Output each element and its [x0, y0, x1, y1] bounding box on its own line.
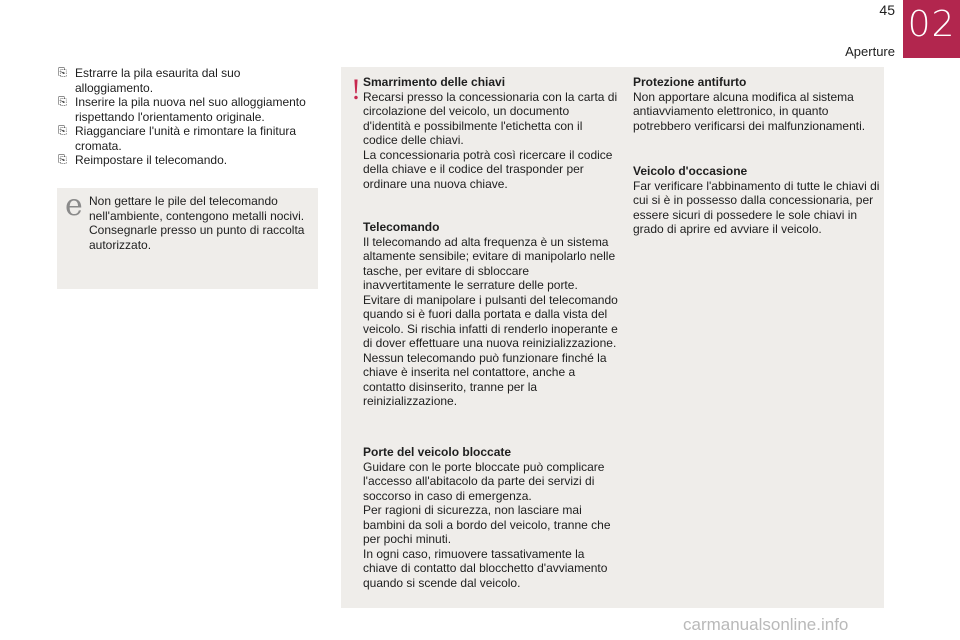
section-heading: Protezione antifurto: [633, 75, 747, 89]
section-body: Guidare con le porte bloccate può complicare l'accesso all'abitacolo da parte dei servizi di soccorso in caso di emergenza. Per ragioni di sicurezza, non lasciare mai bambini da soli a bordo del veicolo, tranne che per pochi minuti. In ogni caso, rimuovere tassativamente la chiave di contatto dal blocchetto d'avviamento quando si scende dal veicolo.: [363, 459, 611, 590]
bullet-icon: ⎘: [58, 95, 67, 108]
eco-note-box: [57, 188, 318, 289]
step-list: [58, 66, 320, 168]
bullet-icon: ⎘: [58, 66, 67, 79]
section-title: Aperture: [845, 44, 895, 59]
warning-section: [633, 75, 881, 133]
bullet-icon: ⎘: [58, 124, 67, 137]
section-heading: Telecomando: [363, 220, 440, 234]
chapter-number: 02: [907, 4, 956, 45]
page-number: 45: [879, 2, 895, 18]
watermark-link[interactable]: carmanualsonline.info: [683, 615, 849, 634]
exclamation-icon: !: [351, 73, 361, 106]
warning-box: [341, 67, 884, 608]
section-body: Recarsi presso la concessionaria con la carta di circolazione del veicolo, un documento d'identità e possibilmente l'etichetta con il codice delle chiavi. La concessionaria potrà così ricercare il codice della chiave e il codice del trasponder per ordinare una nuova chiave.: [363, 89, 618, 191]
list-item: ⎘ Estrarre la pila esaurita dal suo alloggiamento.: [58, 66, 241, 95]
section-body: Il telecomando ad alta frequenza è un sistema altamente sensibile; evitare di manipolarlo nelle tasche, per evitare di sbloccare inavvertitamente le serrature delle porte. Evitare di manipolare i pulsanti del telecomando quando si è fuori dalla portata e dalla vista del veicolo. Si rischia infatti di renderlo inoperante e di dover effettuare una nuova reinizializzazione. Nessun telecomando può funzionare finché la chiave è inserita nel contattore, anche a contatto disinserito, tranne per la reinizializzazione.: [363, 234, 618, 408]
section-heading: Veicolo d'occasione: [633, 164, 748, 178]
section-body: Non apportare alcuna modifica al sistema antiavviamento elettronico, in quanto potrebbero verificarsi dei malfunzionamenti.: [633, 89, 866, 133]
warning-section: [363, 220, 618, 409]
warning-section: [633, 164, 881, 237]
eco-note-text: Non gettare le pile del telecomando nell'ambiente, contengono metalli nocivi. Consegnarle presso un punto di raccolta autorizzato.: [89, 194, 305, 252]
section-body: Far verificare l'abbinamento di tutte le chiavi di cui si è in possesso dalla concessionaria, per essere sicuri di possedere le sole chiavi in grado di aprire ed avviare il veicolo.: [633, 178, 880, 236]
section-heading: Porte del veicolo bloccate: [363, 445, 512, 459]
chapter-tab: [903, 0, 960, 58]
eco-icon: e: [65, 188, 83, 223]
list-item: ⎘ Riagganciare l'unità e rimontare la finitura cromata.: [58, 124, 297, 153]
list-item: ⎘ Reimpostare il telecomando.: [58, 153, 228, 167]
bullet-icon: ⎘: [58, 153, 67, 166]
list-item: ⎘ Inserire la pila nuova nel suo alloggiamento rispettando l'orientamento originale.: [58, 95, 306, 124]
section-heading: Smarrimento delle chiavi: [363, 75, 506, 89]
warning-section: [363, 75, 618, 191]
warning-section: [363, 445, 618, 590]
